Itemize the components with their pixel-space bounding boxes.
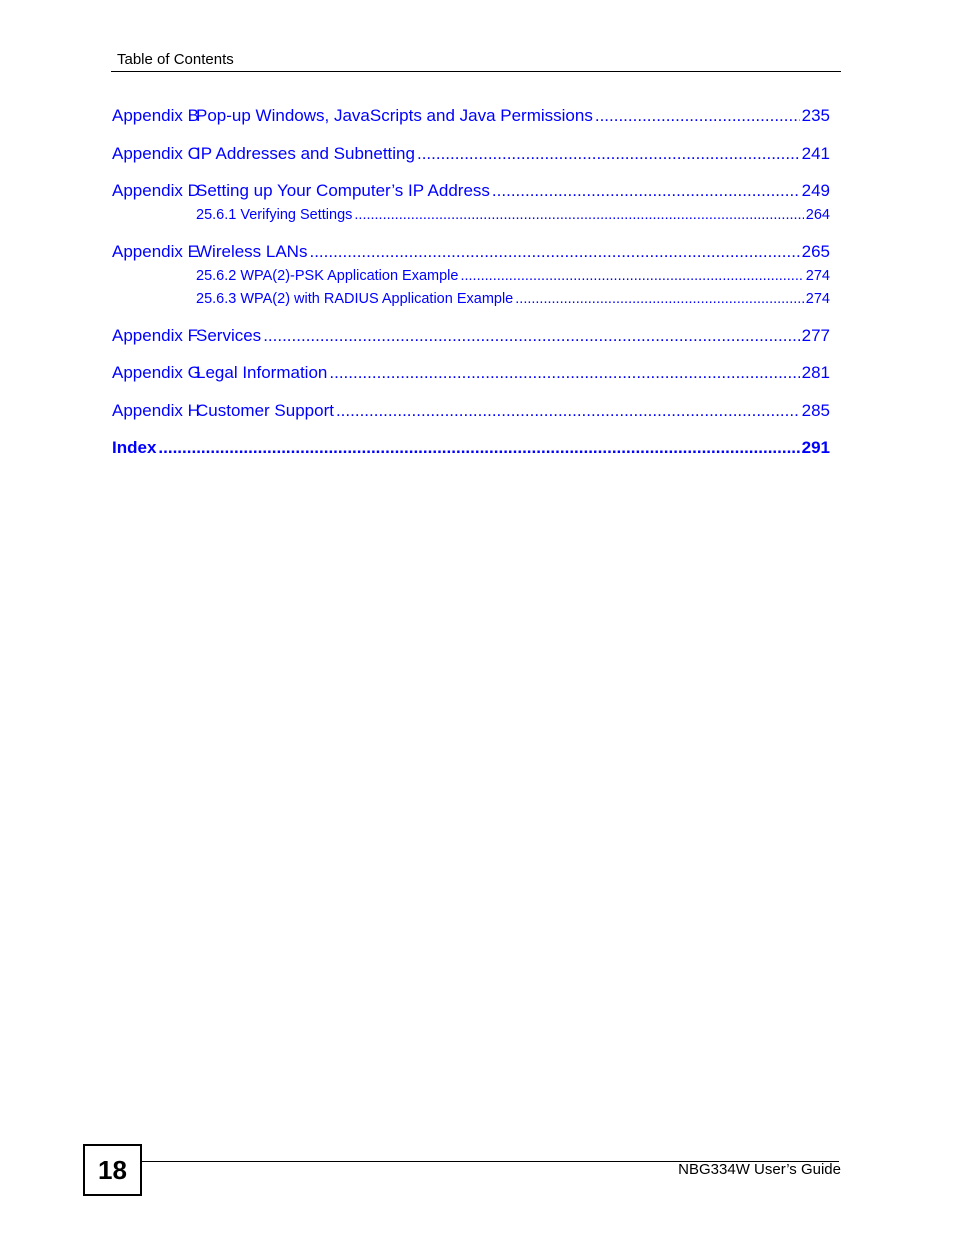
dot-leader xyxy=(515,291,804,307)
toc-entry-prefix: Appendix E xyxy=(112,242,199,261)
toc-entry-title: 25.6.2 WPA(2)-PSK Application Example xyxy=(196,268,459,284)
dot-leader xyxy=(492,181,800,201)
dot-leader xyxy=(460,268,803,284)
toc-entry-page: 285 xyxy=(801,401,830,420)
toc-entry-title: Customer Support xyxy=(196,401,334,420)
toc-entry-title: IP Addresses and Subnetting xyxy=(196,144,415,163)
toc-entry-title: Services xyxy=(196,326,262,345)
toc-entry-page: 277 xyxy=(801,326,830,345)
toc-entry-title: 25.6.3 WPA(2) with RADIUS Application Example xyxy=(196,291,514,307)
toc-entry-prefix: Appendix C xyxy=(112,144,200,163)
toc-entry-appendix-c[interactable] xyxy=(112,144,830,164)
toc-entry-page: 235 xyxy=(801,106,830,125)
toc-entry-prefix: Appendix H xyxy=(112,401,200,420)
header-divider xyxy=(111,71,841,72)
toc-entry-prefix: Appendix G xyxy=(112,363,201,382)
toc-entry-title: Index xyxy=(112,438,157,457)
toc-entry-appendix-b[interactable] xyxy=(112,106,830,126)
toc-subentry-wpa-psk[interactable] xyxy=(196,268,830,284)
toc-entry-prefix: Appendix D xyxy=(112,181,200,200)
running-header: Table of Contents xyxy=(117,51,234,68)
dot-leader xyxy=(336,401,800,421)
page-number-box xyxy=(83,1144,142,1196)
toc-entry-page: 274 xyxy=(805,291,830,307)
toc-subentry-wpa-radius[interactable] xyxy=(196,291,830,307)
toc-entry-page: 249 xyxy=(801,181,830,200)
toc-entry-title: Pop-up Windows, JavaScripts and Java Permissions xyxy=(196,106,593,125)
dot-leader xyxy=(158,438,799,458)
toc-entry-prefix: Appendix F xyxy=(112,326,198,345)
toc-entry-appendix-e[interactable] xyxy=(112,242,830,262)
page-number: 18 xyxy=(98,1154,127,1185)
toc-entry-page: 281 xyxy=(801,363,830,382)
toc-entry-title: Setting up Your Computer’s IP Address xyxy=(196,181,490,200)
toc-entry-page: 264 xyxy=(805,207,830,223)
toc-entry-appendix-g[interactable] xyxy=(112,363,830,383)
toc-entry-appendix-d[interactable] xyxy=(112,181,830,201)
toc-entry-appendix-h[interactable] xyxy=(112,401,830,421)
toc-entry-index[interactable] xyxy=(112,438,830,458)
toc-entry-prefix: Appendix B xyxy=(112,106,199,125)
toc-entry-page: 241 xyxy=(801,144,830,163)
dot-leader xyxy=(417,144,800,164)
dot-leader xyxy=(354,207,803,223)
toc-entry-appendix-f[interactable] xyxy=(112,326,830,346)
toc-entry-page: 265 xyxy=(801,242,830,261)
guide-title: NBG334W User’s Guide xyxy=(678,1161,841,1178)
toc-entry-title: 25.6.1 Verifying Settings xyxy=(196,207,353,223)
toc-entry-page: 291 xyxy=(801,438,830,457)
dot-leader xyxy=(595,106,800,126)
toc-subentry-verifying-settings[interactable] xyxy=(196,207,830,223)
toc-entry-title: Wireless LANs xyxy=(196,242,308,261)
toc-entry-page: 274 xyxy=(805,268,830,284)
dot-leader xyxy=(309,242,799,262)
toc-entry-title: Legal Information xyxy=(196,363,328,382)
dot-leader xyxy=(329,363,799,383)
dot-leader xyxy=(263,326,799,346)
